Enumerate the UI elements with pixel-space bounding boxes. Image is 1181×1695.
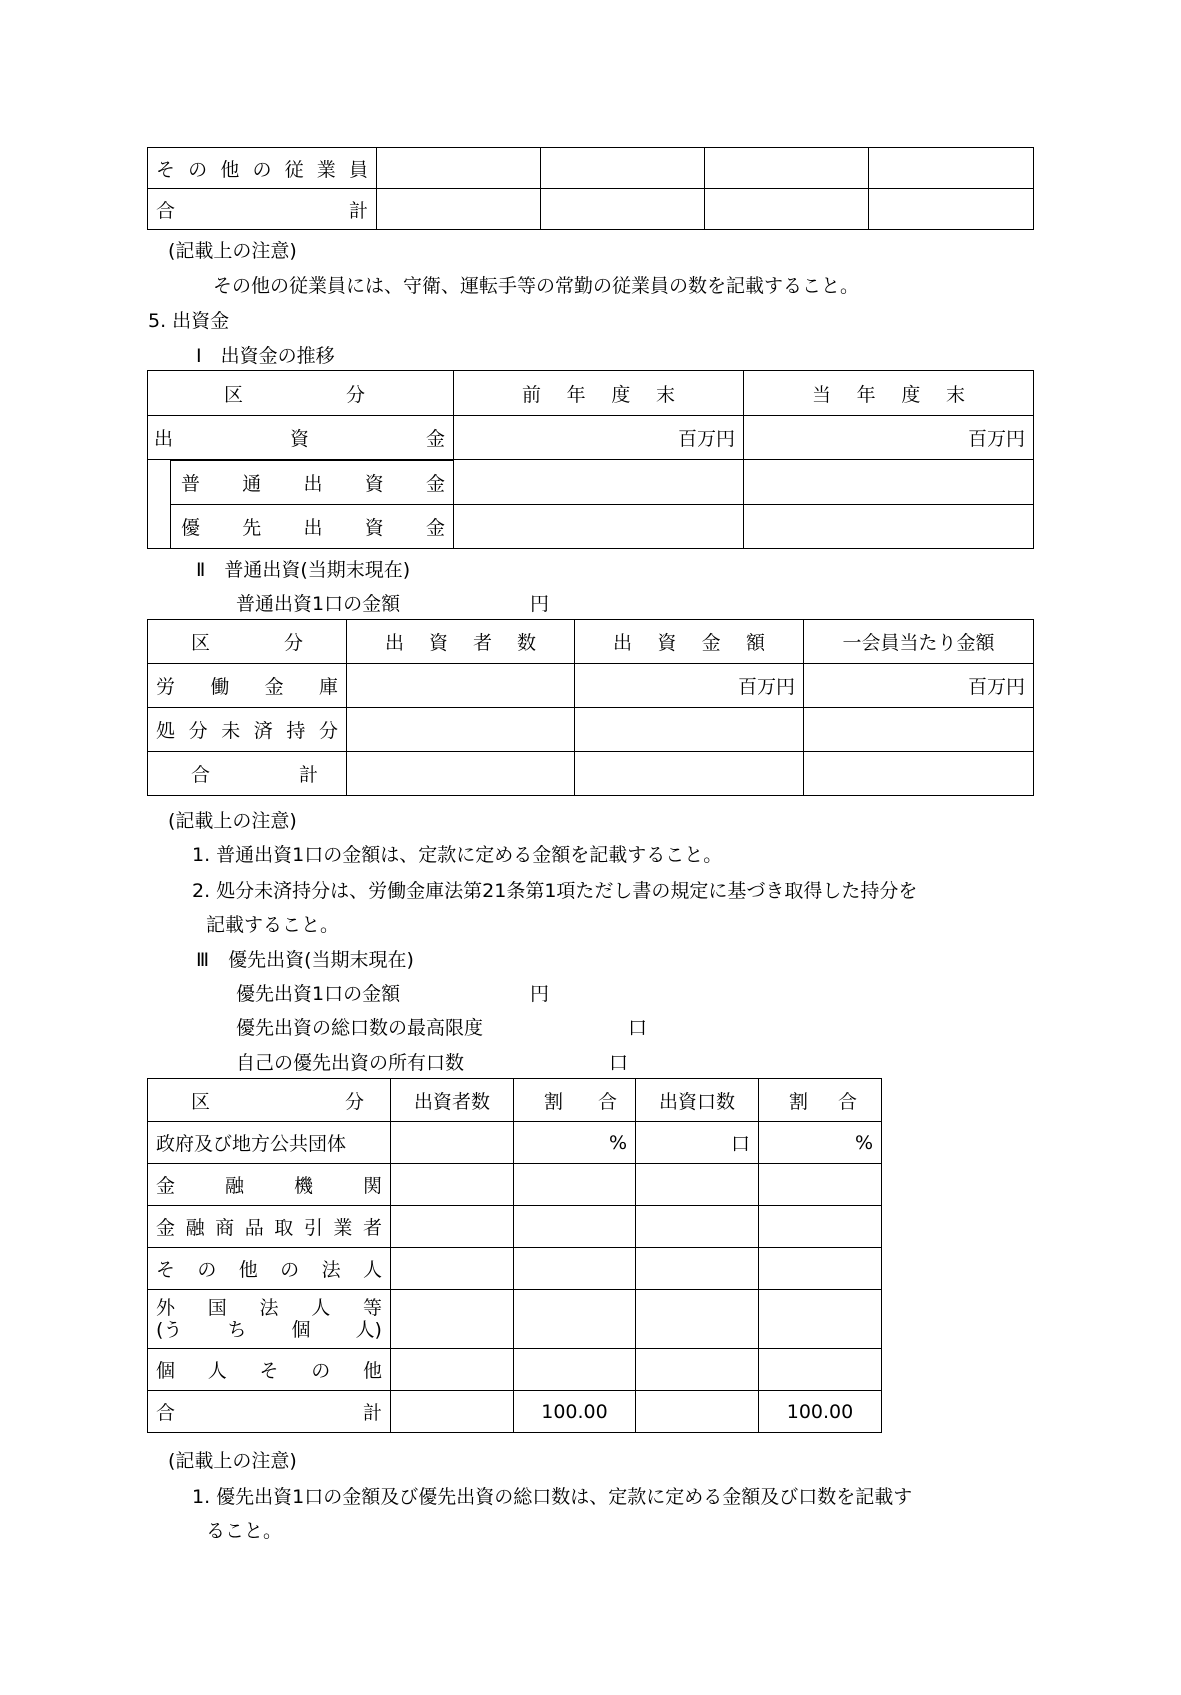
table-cell [636,1290,759,1349]
row-label [148,1391,391,1433]
unit-label: 優先出資の総口数の最高限度 [236,1017,484,1039]
table-cell [804,752,1034,796]
label-char: そ [156,158,176,181]
preferred-capital-table [147,1078,882,1433]
label-char: 員 [348,158,368,181]
label-char: 区 [224,383,244,406]
label-char: 資 [428,632,448,654]
label-char: 先 [242,517,262,539]
table-cell [575,708,804,752]
label-char: 個 [156,1360,176,1382]
label-char: 資 [364,473,384,495]
header-cell [391,1079,514,1122]
label-char: 金 [264,676,284,698]
table-row [148,1122,882,1164]
label-char: 通 [242,473,262,495]
unit-suffix: 口 [609,1052,629,1074]
label-other-employees [156,155,368,182]
label-char: 者 [362,1217,382,1239]
header-cell [347,620,575,664]
label-char: 庫 [318,676,338,698]
table-row [148,460,1034,505]
header-cell [744,371,1034,416]
table-cell: 口 [636,1122,759,1164]
table-cell [347,752,575,796]
note-item: 1. 優先出資1口の金額及び優先出資の総口数は、定款に定める金額及び口数を記載す [192,1486,913,1508]
label-char: 金 [156,1175,176,1197]
table-cell [377,189,541,230]
table-cell: % [514,1122,636,1164]
table-cell [759,1248,882,1290]
label-char: 金 [425,517,445,539]
row-label [148,1349,391,1391]
label-char: 資 [657,632,677,654]
label-char: 人 [362,1259,382,1281]
table-cell [744,504,1034,549]
label-char: 年 [856,383,876,406]
table-cell [454,460,744,505]
table-cell [454,504,744,549]
label-char: 取 [274,1217,294,1239]
label-char: 労 [156,676,176,698]
table-row [148,416,1034,460]
table-cell [391,1206,514,1248]
subsection-title: Ⅲ 優先出資(当期末現在) [196,949,414,971]
note-item: 1. 普通出資1口の金額は、定款に定める金額を記載すること。 [192,844,723,866]
label-char: 普 [181,473,201,495]
table-cell: % [759,1122,882,1164]
table-cell [636,1206,759,1248]
label-char: 計 [348,199,368,222]
row-label [148,1164,391,1206]
label-char: ち [227,1319,247,1341]
table-cell [391,1391,514,1433]
table-header-row [148,1079,882,1122]
label-char: 金 [701,632,721,654]
table-cell [636,1248,759,1290]
table-cell [575,752,804,796]
table-row [148,1391,882,1433]
table-cell [391,1164,514,1206]
label-char: 商 [215,1217,235,1239]
header-cell [148,620,347,664]
label-char: 国 [207,1297,227,1319]
label-char: 品 [244,1217,264,1239]
table-cell [759,1206,882,1248]
label-char: そ [259,1360,279,1382]
subsection-title: Ⅱ 普通出資(当期末現在) [196,559,411,581]
label-char: 済 [253,720,273,742]
table-row [148,708,1034,752]
label-char: 出 [303,473,323,495]
label-char: 未 [221,720,241,742]
table-cell [759,1164,882,1206]
label-char: 計 [362,1402,382,1424]
header-cell [575,620,804,664]
unit-label: 普通出資1口の金額 [236,593,401,615]
label-char: 処 [156,720,176,742]
label-char: 人 [207,1360,227,1382]
note-item: 2. 処分未済持分は、労働金庫法第21条第1項ただし書の規定に基づき取得した持分を [192,880,918,902]
table-cell [541,148,705,189]
table-row [148,664,1034,708]
employees-table [147,147,1034,230]
note-heading: (記載上の注意) [168,240,297,262]
table-cell [744,460,1034,505]
label-char: 融 [224,1175,244,1197]
label-char: 業 [316,158,336,181]
note-heading: (記載上の注意) [168,1450,297,1472]
table-cell [514,1290,636,1349]
header-cell [636,1079,759,1122]
label-char: 人) [355,1319,382,1341]
row-label [148,504,454,549]
table-cell [391,1122,514,1164]
label-char: 数 [516,632,536,654]
label-char: 分 [344,1090,364,1113]
label-char: 年 [566,383,586,406]
label-char: 合 [156,1402,176,1424]
label-char: 出 [385,632,405,654]
table-row [148,1349,882,1391]
label-char: (う [156,1319,183,1341]
label-char: 金 [156,1217,176,1239]
table-header-row [148,371,1034,416]
unit-suffix: 口 [628,1017,648,1039]
table-cell [636,1164,759,1206]
table-cell [347,708,575,752]
table-cell [869,148,1034,189]
table-row [148,1248,882,1290]
table-cell [391,1290,514,1349]
label-char: 前 [522,383,542,406]
label-char: 分 [345,383,365,406]
table-cell [514,1164,636,1206]
table-cell [514,1349,636,1391]
label-char: 一会員当たり金額 [842,632,995,654]
table-cell [636,1391,759,1433]
header-cell [804,620,1034,664]
unit-suffix: 円 [530,593,550,615]
table-cell [804,708,1034,752]
label-char: 末 [655,383,675,406]
label-char: 額 [745,632,765,654]
table-cell [705,189,869,230]
label-char: 人 [311,1297,331,1319]
table-cell [869,189,1034,230]
label-char: 分 [283,632,303,654]
label-char: 働 [210,676,230,698]
label-char: 他 [362,1360,382,1382]
label-char: 従 [284,158,304,181]
header-cell [454,371,744,416]
label-char: 引 [303,1217,323,1239]
label-char: 出資者数 [413,1090,490,1113]
table-cell [391,1349,514,1391]
table-cell [514,1248,636,1290]
label-char: の [252,158,272,181]
label-char: 外 [156,1297,176,1319]
table-cell [514,1206,636,1248]
label-char: 出 [303,517,323,539]
label-char: 金 [425,473,445,495]
label-char: の [197,1259,217,1281]
label-char: 等 [362,1297,382,1319]
row-label [148,752,347,796]
label-char: 個 [291,1319,311,1341]
label-char: 出 [613,632,633,654]
label-char: そ [156,1259,176,1281]
label-char: 優 [181,517,201,539]
table-cell [377,148,541,189]
label-char: 割 [544,1090,564,1113]
table-cell [391,1248,514,1290]
header-cell [148,1079,391,1122]
row-label [148,416,454,460]
label-char: 他 [238,1259,258,1281]
unit-suffix: 円 [530,983,550,1005]
table-cell: 百万円 [744,416,1034,460]
table-header-row [148,620,1034,664]
label-char: 末 [945,383,965,406]
note-item-continued: 記載すること。 [206,914,340,936]
row-label [148,1122,391,1164]
table-cell [541,189,705,230]
label-char: 金 [425,428,445,450]
label-char: 合 [597,1090,617,1113]
row-label [148,708,347,752]
label-total [156,196,368,223]
row-label [148,1290,391,1349]
label-char: 合 [156,199,176,222]
table-cell [705,148,869,189]
subsection-title: Ⅰ 出資金の推移 [196,345,335,367]
label-char: 資 [289,428,309,450]
unit-label: 優先出資1口の金額 [236,983,401,1005]
label-char: 区 [191,1090,211,1113]
table-cell [759,1349,882,1391]
common-capital-table [147,619,1034,796]
label-char: 法 [259,1297,279,1319]
capital-trend-table [147,370,1034,549]
table-row [148,1290,882,1349]
table-row [148,504,1034,549]
label-char: 合 [191,764,211,786]
header-cell [759,1079,882,1122]
header-cell [514,1079,636,1122]
section-title: 5. 出資金 [148,310,230,332]
row-label [148,189,377,230]
table-cell: 百万円 [575,664,804,708]
label-char: の [280,1259,300,1281]
label-char: 当 [812,383,832,406]
label-char: 度 [901,383,921,406]
label-char: 区 [191,632,211,654]
table-cell: 百万円 [804,664,1034,708]
table-row [148,752,1034,796]
label-char: 割 [789,1090,809,1113]
label-char: 分 [318,720,338,742]
label-char: 他 [220,158,240,181]
label-char: 持 [286,720,306,742]
label-char: 出資口数 [658,1090,735,1113]
label-char: 者 [472,632,492,654]
label-char: の [311,1360,331,1382]
row-label [148,1248,391,1290]
label-char: 政府及び地方公共団体 [156,1133,347,1155]
label-char: 資 [364,517,384,539]
label-char: 計 [298,764,318,786]
row-label [148,664,347,708]
label-char: 関 [362,1175,382,1197]
row-label [148,148,377,189]
table-cell [347,664,575,708]
row-label [148,1206,391,1248]
label-char: 度 [611,383,631,406]
table-cell: 100.00 [514,1391,636,1433]
table-cell: 100.00 [759,1391,882,1433]
row-label [148,460,454,505]
label-char: 機 [293,1175,313,1197]
table-row [148,148,1034,189]
unit-label: 自己の優先出資の所有口数 [236,1052,465,1074]
label-char: 融 [185,1217,205,1239]
table-row [148,1164,882,1206]
label-char: の [188,158,208,181]
note-text: その他の従業員には、守衛、運転手等の常勤の従業員の数を記載すること。 [213,275,860,297]
table-cell [636,1349,759,1391]
note-heading: (記載上の注意) [168,810,297,832]
note-item-continued: ること。 [206,1520,283,1542]
table-row [148,189,1034,230]
table-cell [759,1290,882,1349]
label-char: 業 [333,1217,353,1239]
label-char: 法 [321,1259,341,1281]
table-cell: 百万円 [454,416,744,460]
table-row [148,1206,882,1248]
header-cell [148,371,454,416]
label-char: 出 [154,428,174,450]
label-char: 分 [188,720,208,742]
label-char: 合 [837,1090,857,1113]
